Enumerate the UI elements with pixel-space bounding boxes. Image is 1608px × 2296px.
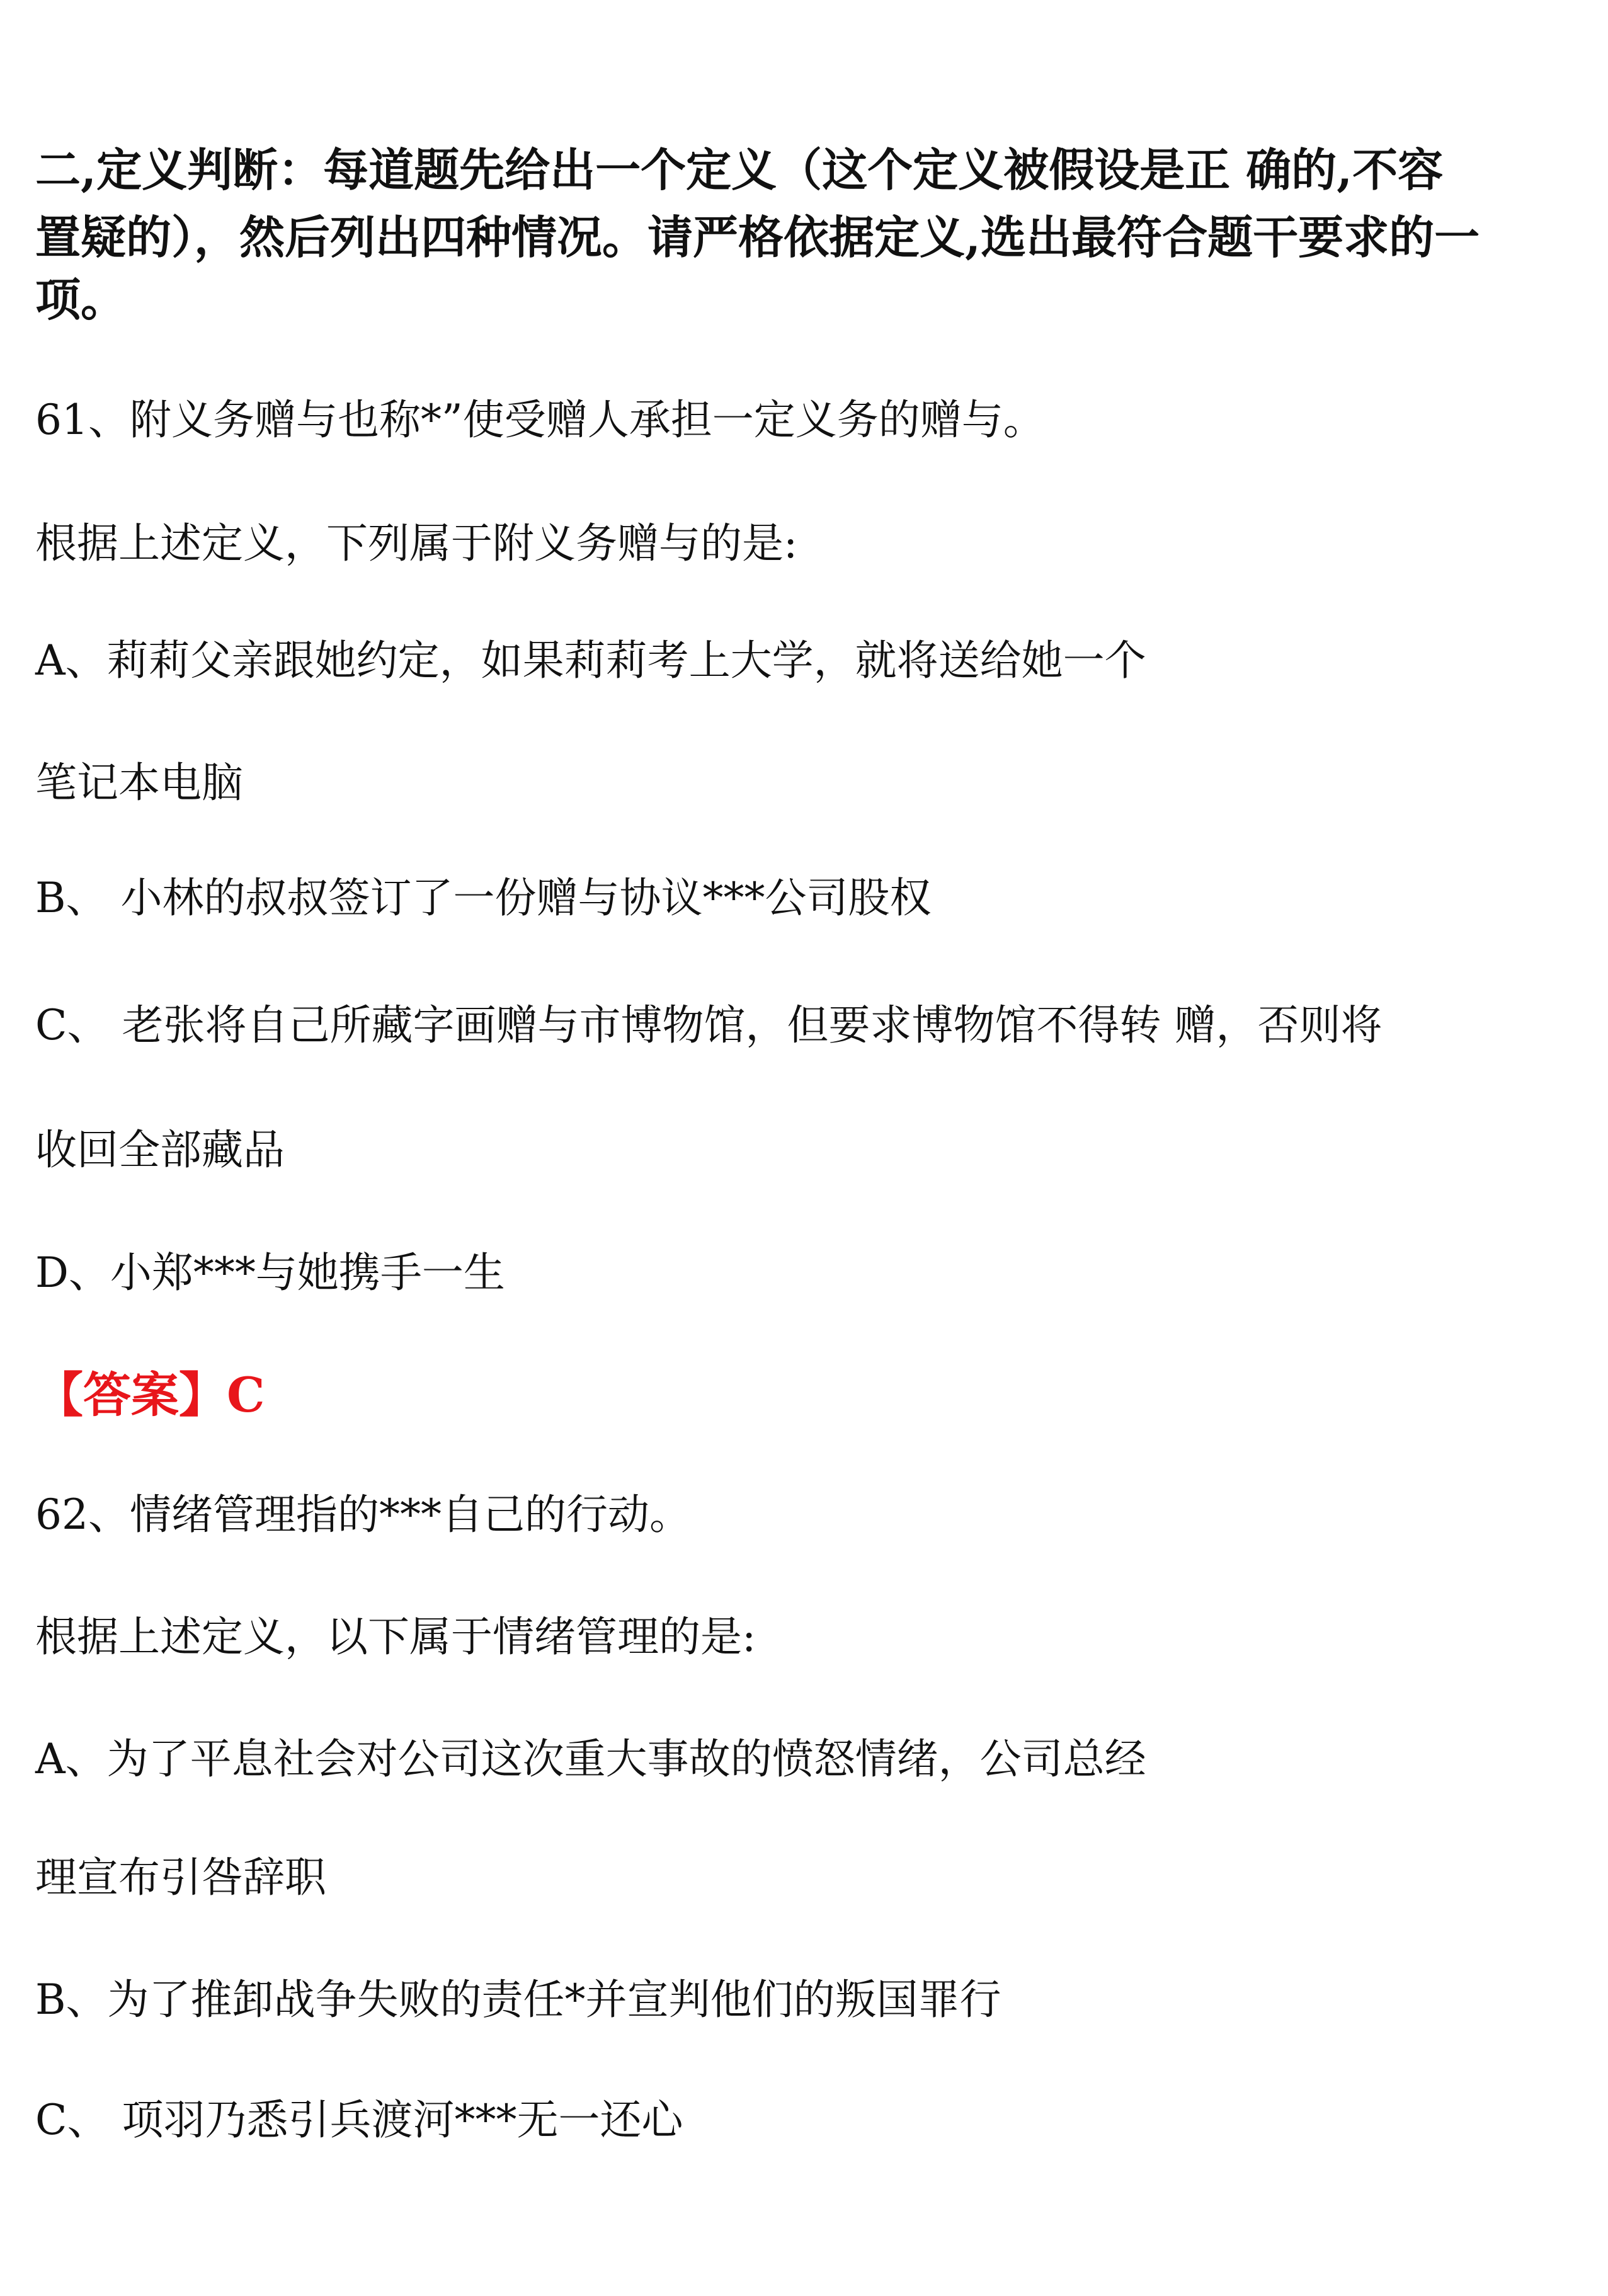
section-heading-line-2: 置疑的），然后列出四种情况。请严格依据定义,选出最符合题干要求的一 — [35, 210, 1480, 264]
question-62-stem: 62、情绪管理指的***自己的行动。 — [35, 1490, 691, 1539]
question-61-option-a-line-1: A、莉莉父亲跟她约定，如果莉莉考上大学，就将送给她一个 — [35, 636, 1146, 685]
question-62-option-b: B、为了推卸战争失败的责任*并宣判他们的叛国罪行 — [35, 1975, 1001, 2024]
question-61-prompt: 根据上述定义，下列属于附义务赠与的是: — [35, 519, 798, 568]
question-61-answer: 【答案】C — [35, 1367, 265, 1423]
question-61-option-c-line-2: 收回全部藏品 — [35, 1126, 285, 1174]
question-62-prompt: 根据上述定义，以下属于情绪管理的是: — [35, 1613, 756, 1661]
question-61-stem: 61、附义务赠与也称*”使受赠人承担一定义务的赠与。 — [35, 396, 1045, 444]
question-62-option-a-line-2: 理宣布引咎辞职 — [35, 1853, 326, 1902]
question-61-option-a-line-2: 笔记本电脑 — [35, 758, 243, 807]
question-62-option-c: C、 项羽乃悉引兵渡河***无一还心 — [35, 2096, 683, 2144]
question-61-option-c-line-1: C、 老张将自己所藏字画赠与市博物馆，但要求博物馆不得转 赠，否则将 — [35, 1001, 1383, 1049]
section-heading-line-3: 项。 — [35, 273, 127, 326]
question-61-option-d: D、小郑***与她携手一生 — [35, 1248, 505, 1297]
section-heading-line-1: 二,定义判断：每道题先给出一个定义（这个定义被假设是正 确的,不容 — [35, 143, 1444, 197]
question-61-option-b: B、 小林的叔叔签订了一份赠与协议***公司股权 — [35, 874, 932, 922]
question-62-option-a-line-1: A、为了平息社会对公司这次重大事故的愤怒情绪，公司总经 — [35, 1735, 1146, 1783]
